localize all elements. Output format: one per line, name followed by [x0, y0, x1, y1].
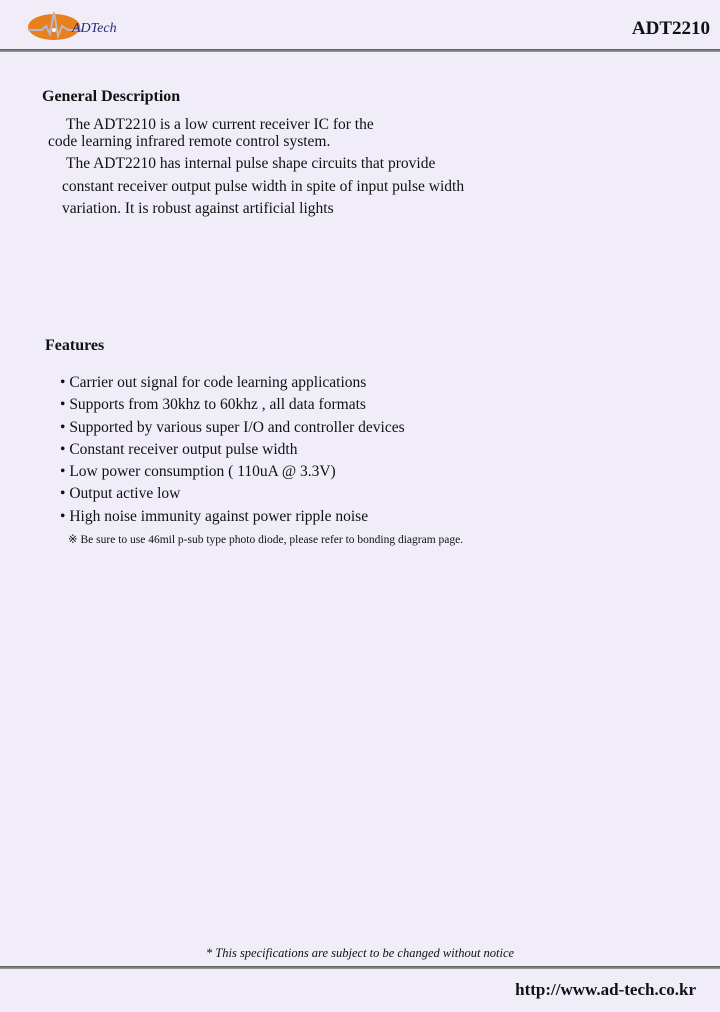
website-link[interactable]: http://www.ad-tech.co.kr — [515, 980, 696, 999]
document-id: ADT2210 — [631, 18, 710, 39]
svg-text:ADTech: ADTech — [72, 21, 117, 36]
description-line: The ADT2210 has internal pulse shape circuits that provide — [66, 155, 436, 172]
feature-item: • Supported by various super I/O and controller devices — [60, 417, 405, 439]
features-list — [60, 372, 405, 528]
feature-item: • Constant receiver output pulse width — [60, 439, 405, 461]
general-description-heading: General Description — [42, 88, 181, 105]
change-notice: * This specifications are subject to be changed without notice — [205, 946, 515, 960]
features-heading: Features — [45, 337, 105, 354]
feature-item: • Low power consumption ( 110uA @ 3.3V) — [60, 461, 405, 483]
description-line: constant receiver output pulse width in spite of input pulse width — [62, 178, 465, 195]
feature-item: • Carrier out signal for code learning applications — [60, 372, 405, 394]
description-line: code learning infrared remote control system. — [48, 133, 331, 150]
feature-item: • High noise immunity against power ripple noise — [60, 506, 405, 528]
feature-item: • Supports from 30khz to 60khz , all data formats — [60, 394, 405, 416]
adtech-logo — [24, 8, 144, 42]
feature-item: • Output active low — [60, 483, 405, 505]
photo-diode-note: ※ Be sure to use 46mil p-sub type photo diode, please refer to bonding diagram page. — [68, 534, 464, 546]
footer-divider — [0, 966, 720, 969]
description-line: variation. It is robust against artificial lights — [62, 200, 334, 217]
header-divider — [0, 49, 720, 52]
description-line: The ADT2210 is a low current receiver IC for the — [66, 116, 374, 133]
